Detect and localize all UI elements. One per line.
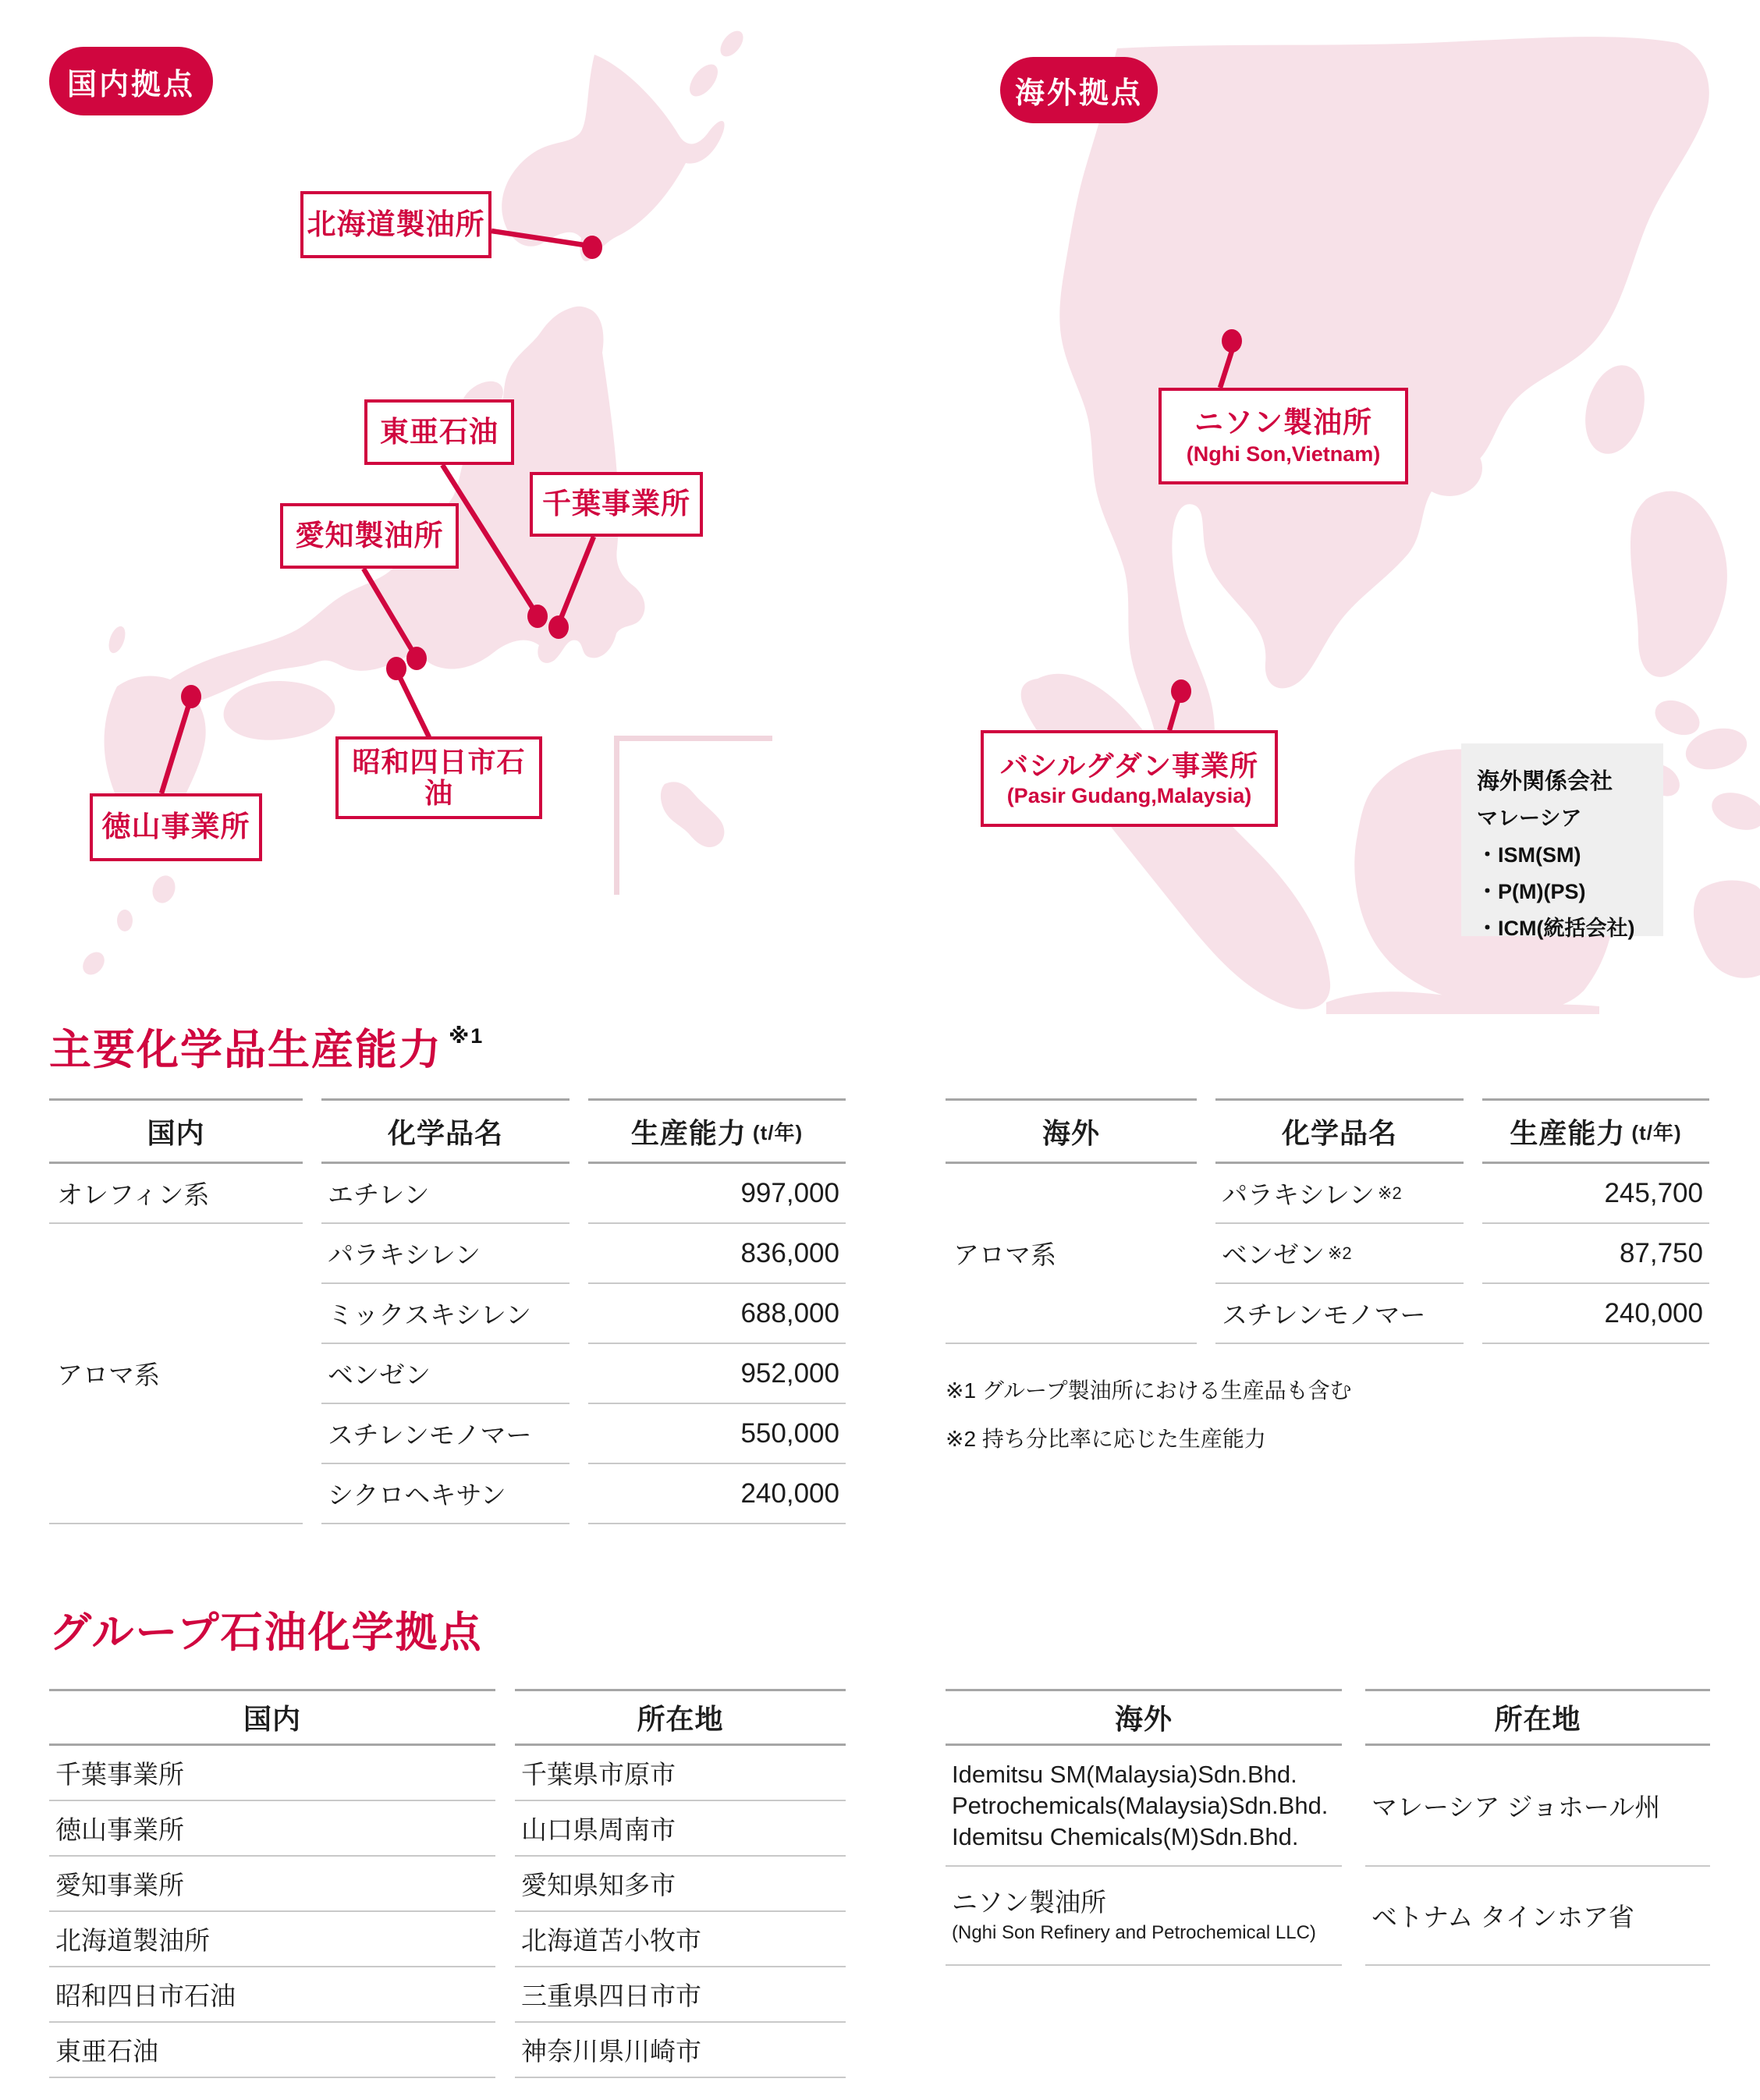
category-olefin: オレフィン系 [49, 1164, 303, 1224]
footnotes [946, 1367, 1352, 1463]
chemical-name-cell [1215, 1284, 1464, 1344]
aichi-dot [406, 647, 427, 670]
callout-toa [364, 399, 514, 465]
kyushu-small-island-1 [149, 872, 179, 906]
site-name: 東亜石油 [49, 2023, 495, 2078]
header-capacity-text: 生産能力 [1510, 1116, 1626, 1149]
footnote-1: ※1 グループ製油所における生産品も含む [946, 1378, 1352, 1403]
chemical-value: 240,000 [588, 1464, 846, 1524]
group-title-text: グループ石油化学拠点 [49, 1609, 483, 1656]
header-capacity-unit: (t/年) [1631, 1120, 1682, 1144]
site-name-nghi-son [946, 1867, 1342, 1966]
nghi-son-name: ニソン製油所 [952, 1887, 1106, 1917]
malaysia-company-3: Idemitsu Chemicals(M)Sdn.Bhd. [952, 1822, 1299, 1850]
site-name: 北海道製油所 [49, 1912, 495, 1967]
callout-tokuyama-label: 徳山事業所 [101, 811, 250, 843]
callout-chiba [530, 472, 703, 537]
chemical-value: 245,700 [1482, 1164, 1709, 1224]
header-capacity-text: 生産能力 [630, 1116, 747, 1149]
chemical-value: 688,000 [588, 1284, 846, 1344]
callout-aichi-label: 愛知製油所 [295, 519, 444, 552]
nghi-son-name-en: (Nghi Son Refinery and Petrochemical LLC) [952, 1921, 1316, 1943]
chemical-name: ミックスキシレン [321, 1284, 570, 1344]
okinawa-island [661, 782, 724, 847]
malaysia-company-1: Idemitsu SM(Malaysia)Sdn.Bhd. [952, 1760, 1297, 1788]
chiba-dot [548, 615, 569, 639]
overseas-badge: 海外拠点 [1000, 57, 1158, 123]
site-location: ベトナム タインホア省 [1365, 1867, 1710, 1966]
chemical-name: パラキシレン [1222, 1180, 1375, 1209]
hokkaido-dot [582, 236, 602, 259]
callout-nghi-son [1159, 388, 1408, 484]
site-name: 愛知事業所 [49, 1857, 495, 1912]
pasir-gudang-dot [1171, 679, 1191, 703]
visayas-island-1 [1649, 693, 1705, 742]
callout-pasir-gudang [981, 730, 1278, 827]
tsushima-island [105, 624, 128, 655]
tokuyama-dot [181, 685, 201, 708]
header-location: 所在地 [515, 1689, 846, 1746]
header-overseas: 海外 [946, 1098, 1197, 1164]
chemical-name: ベンゼン [1222, 1240, 1325, 1269]
callout-showa-yokkaichi [335, 736, 542, 819]
nghi-son-dot [1222, 329, 1242, 353]
site-location: 三重県四日市市 [515, 1967, 846, 2023]
showa-line [397, 672, 429, 737]
chemical-name: ベンゼン [321, 1344, 570, 1404]
callout-aichi [280, 503, 459, 569]
kyushu-small-island-2 [117, 910, 133, 931]
hainan-island [1417, 440, 1482, 496]
affiliate-icm: ・ICM(統括会社) [1477, 917, 1635, 940]
header-overseas-sites: 海外 [946, 1689, 1342, 1746]
site-location: 北海道苫小牧市 [515, 1912, 846, 1967]
category-aroma: アロマ系 [49, 1224, 303, 1524]
site-location: マレーシア ジョホール州 [1365, 1746, 1710, 1867]
group-table-overseas [946, 1689, 1710, 1966]
site-name: 昭和四日市石油 [49, 1967, 495, 2023]
capacity-title-text: 主要化学品生産能力 [49, 1027, 442, 1073]
callout-pasir-gudang-label: バシルグダン事業所 [999, 749, 1259, 782]
callout-pasir-gudang-sublabel: (Pasir Gudang,Malaysia) [1006, 784, 1252, 808]
callout-chiba-label: 千葉事業所 [542, 488, 690, 520]
malaysia-company-2: Petrochemicals(Malaysia)Sdn.Bhd. [952, 1791, 1329, 1819]
header-capacity-unit: (t/年) [752, 1120, 804, 1144]
header-domestic: 国内 [49, 1098, 303, 1164]
chemical-name: エチレン [321, 1164, 570, 1224]
overseas-affiliates-box [1461, 743, 1663, 940]
capacity-section-title [49, 1016, 484, 1077]
callout-tokuyama [90, 793, 262, 861]
kyushu-small-island-3 [79, 948, 109, 979]
chemical-name: スチレンモノマー [321, 1404, 570, 1464]
callout-showa-yokkaichi-label: 昭和四日市石油 [352, 746, 526, 809]
site-name: 千葉事業所 [49, 1746, 495, 1801]
header-location: 所在地 [1365, 1689, 1710, 1746]
callout-hokkaido [300, 191, 491, 258]
footnote-2: ※2 持ち分比率に応じた生産能力 [946, 1427, 1266, 1451]
kuril-island-1 [684, 59, 723, 101]
header-domestic-sites: 国内 [49, 1689, 495, 1746]
category-aroma-overseas: アロマ系 [946, 1164, 1197, 1344]
header-chemical-name: 化学品名 [321, 1098, 570, 1164]
chemical-value: 952,000 [588, 1344, 846, 1404]
affiliate-pm: ・P(M)(PS) [1477, 880, 1586, 903]
site-location: 千葉県市原市 [515, 1746, 846, 1801]
chemical-name-cell [1215, 1164, 1464, 1224]
chemical-name: パラキシレン [321, 1224, 570, 1284]
capacity-table-domestic [49, 1098, 846, 1524]
chemical-note: ※2 [1328, 1243, 1352, 1263]
chemical-value: 550,000 [588, 1404, 846, 1464]
chemical-value: 87,750 [1482, 1224, 1709, 1284]
overseas-affiliates-title: 海外関係会社 [1477, 769, 1613, 794]
domestic-badge: 国内拠点 [49, 47, 213, 115]
site-location: 神奈川県川崎市 [515, 2023, 846, 2078]
callout-nghi-son-sublabel: (Nghi Son,Vietnam) [1186, 442, 1381, 466]
affiliate-region: マレーシア [1477, 807, 1582, 830]
affiliate-ism: ・ISM(SM) [1477, 843, 1581, 867]
site-name: 徳山事業所 [49, 1801, 495, 1857]
chemical-note: ※2 [1378, 1183, 1402, 1203]
header-chemical-name: 化学品名 [1215, 1098, 1464, 1164]
visayas-island-4 [1707, 786, 1760, 836]
taiwan-island [1576, 359, 1654, 461]
chemical-name: スチレンモノマー [1222, 1300, 1426, 1329]
shikoku-island [224, 681, 335, 740]
site-location: 愛知県知多市 [515, 1857, 846, 1912]
chemical-value: 240,000 [1482, 1284, 1709, 1344]
header-capacity [588, 1098, 846, 1164]
group-section-title [49, 1599, 483, 1659]
mindanao-island [1694, 880, 1760, 977]
callout-hokkaido-label: 北海道製油所 [307, 208, 485, 240]
group-table-domestic [49, 1689, 846, 2078]
capacity-table-overseas [946, 1098, 1709, 1344]
header-capacity [1482, 1098, 1709, 1164]
site-location: 山口県周南市 [515, 1801, 846, 1857]
chemical-value: 997,000 [588, 1164, 846, 1224]
luzon-island [1630, 491, 1727, 677]
callout-nghi-son-label: ニソン製油所 [1194, 406, 1372, 439]
kuril-island-2 [716, 27, 748, 60]
chemical-name-cell [1215, 1224, 1464, 1284]
capacity-title-note: ※1 [449, 1024, 484, 1048]
chemical-name: シクロヘキサン [321, 1464, 570, 1524]
site-name-malaysia-group [946, 1746, 1342, 1867]
chemical-value: 836,000 [588, 1224, 846, 1284]
toa-dot [527, 605, 548, 628]
callout-toa-label: 東亜石油 [380, 415, 499, 448]
showa-dot [386, 657, 406, 680]
